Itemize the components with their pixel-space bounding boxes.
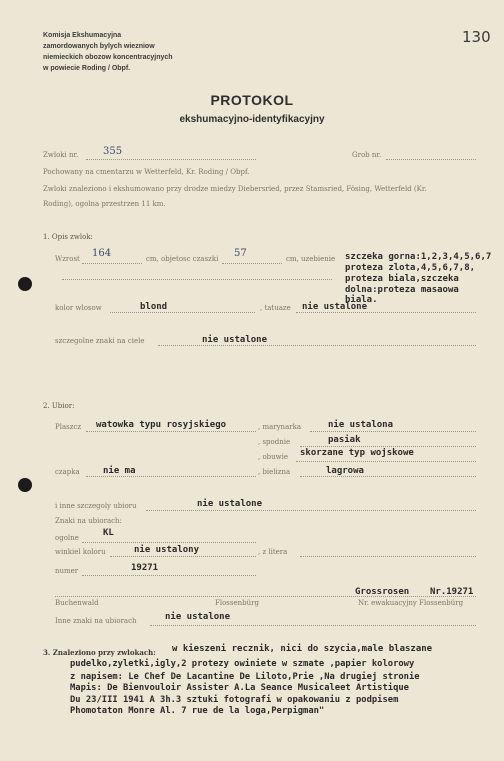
znaki-na-ciele-label: szczegolne znaki na ciele: [55, 337, 145, 345]
page-number: 130: [462, 28, 491, 46]
grossrosen-number: Nr.19271: [430, 587, 474, 597]
znaki-na-ciele-value: nie ustalone: [202, 335, 268, 345]
czapka-value: nie ma: [103, 466, 136, 476]
plaszcz-value: watowka typu rosyjskiego: [96, 420, 227, 430]
tatuaze-value: nie ustalone: [302, 302, 368, 312]
section-ubior: 2. Ubior:: [43, 402, 75, 410]
znaleziono-line-2: pudelko,zyletki,igly,2 protezy owiniete w szmate ,papier kolorowy: [70, 659, 415, 669]
uzebienie-line-3: proteza biala,szczeka: [345, 274, 459, 284]
section-znaleziono: 3. Znaleziono przy zwlokach:: [43, 648, 156, 657]
kolor-wlosow-label: kolor wlosow: [55, 304, 102, 312]
org-line-1: Komisja Ekshumacyjna: [43, 32, 122, 39]
obuwie-value: skorzane typ wojskowe: [300, 448, 414, 458]
inne-szczegoly-label: i inne szczegoly ubioru: [55, 502, 137, 510]
spodnie-label: , spodnie: [258, 438, 291, 446]
tatuaze-label: , tatuaze: [260, 304, 291, 312]
bielizna-label: , bielizna: [258, 468, 291, 476]
buchenwald-label: Buchenwald: [55, 599, 99, 607]
znaleziono-line-5: Du 23/III 1941 A 3h.3 sztuki fotografi w opakowaniu z podpisem: [70, 695, 399, 705]
punch-hole-bottom: [18, 478, 32, 492]
org-line-2: zamordowanych bylych wiezniow: [43, 43, 155, 50]
marynarka-label: , marynarka: [258, 423, 302, 431]
czaszka-unit-label: cm, uzebienie: [286, 255, 336, 263]
wzrost-label: Wzrost: [55, 255, 80, 263]
marynarka-value: nie ustalona: [328, 420, 394, 430]
z-litera-label: , z litera: [258, 548, 288, 556]
numer-value: 19271: [131, 563, 159, 573]
ogolne-value: KL: [103, 528, 114, 538]
czaszka-value: 57: [234, 248, 247, 259]
plaszcz-label: Plaszcz: [55, 423, 82, 431]
wzrost-unit-label: cm, objetosc czaszki: [146, 255, 219, 263]
uzebienie-line-4: dolna:proteza masaowa: [345, 285, 459, 295]
kolor-wlosow-value: blond: [140, 302, 168, 312]
znaleziono-line-1: w kieszeni recznik, nici do szycia,male blaszane: [172, 644, 433, 654]
inne-znaki-label: Inne znaki na ubiorach: [55, 617, 137, 625]
zwloki-location-line-1: Zwloki znaleziono i ekshumowano przy drodze miedzy Diebersried, przez Stamsried, Fösing, Wetterfeld (Kr.: [43, 185, 427, 193]
znaki-na-ubiorach-heading: Znaki na ubiorach:: [55, 517, 122, 525]
spodnie-value: pasiak: [328, 435, 361, 445]
zwloki-label: Zwloki nr.: [43, 151, 79, 159]
pochowany-line: Pochowany na cmentarzu w Wetterfeld, Kr. Roding / Obpf.: [43, 168, 250, 176]
zwloki-value: 355: [103, 146, 123, 157]
grossrosen-label: Grossrosen: [355, 587, 410, 597]
zwloki-location-line-2: Roding), ogolna przestrzen 11 km.: [43, 200, 166, 208]
section-opis: 1. Opis zwlok:: [43, 233, 93, 241]
flossenburg-label: Flossenbürg: [215, 599, 259, 607]
znaleziono-line-4: Mapis: De Bienvouloir Assister A.La Seance Musicaleet Artistique: [70, 683, 409, 693]
document-title: PROTOKOL: [210, 92, 294, 108]
ogolne-label: ogolne: [55, 534, 79, 542]
ewakuacyjny-label: Nr. ewakuacyjny Flossenbürg: [358, 599, 464, 607]
znaleziono-line-6: Phomotaton Monre Al. 7 rue de la loga,Perpigman": [70, 706, 325, 716]
org-line-3: niemieckich obozow koncentracyjnych: [43, 54, 173, 61]
org-line-4: w powiecie Roding / Obpf.: [43, 65, 131, 72]
czapka-label: czapka: [55, 468, 80, 476]
numer-label: numer: [55, 567, 79, 575]
uzebienie-line-1: szczeka gorna:1,2,3,4,5,6,7: [345, 252, 492, 262]
bielizna-value: lagrowa: [326, 466, 364, 476]
document-subtitle: ekshumacyjno-identyfikacyjny: [179, 114, 325, 125]
obuwie-label: , obuwie: [258, 453, 289, 461]
uzebienie-line-2: proteza zlota,4,5,6,7,8,: [345, 263, 476, 273]
wzrost-value: 164: [92, 248, 112, 259]
inne-szczegoly-value: nie ustalone: [197, 499, 263, 509]
winkiel-label: winkiel koloru: [55, 548, 106, 556]
inne-znaki-value: nie ustalone: [165, 612, 231, 622]
uzebienie-line-5: biala.: [345, 295, 378, 305]
punch-hole-top: [18, 277, 32, 291]
winkiel-value: nie ustalony: [134, 545, 200, 555]
znaleziono-line-3: z napisem: Le Chef De Lacantine De Liloto,Prie ,Na drugiej stronie: [70, 672, 420, 682]
grob-label: Grob nr.: [352, 151, 382, 159]
